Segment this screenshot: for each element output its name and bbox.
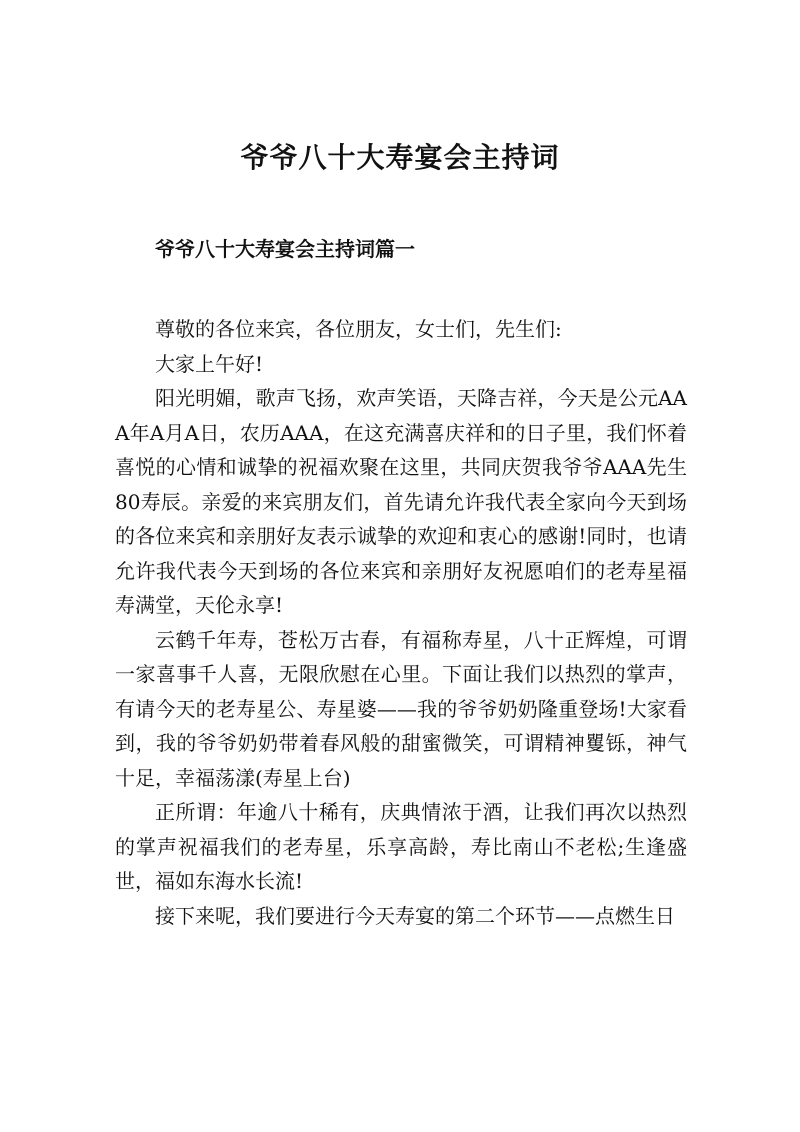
paragraph: 阳光明媚，歌声飞扬，欢声笑语，天降吉祥，今天是公元AAA年A月A日，农历AAA，在这充满喜庆祥和的日子里，我们怀着喜悦的心情和诚挚的祝福欢聚在这里，共同庆贺我爷爷AAA先生80寿辰。亲爱的来宾朋友们，首先请允许我代表全家向今天到场的各位来宾和亲朋好友表示诚挚的欢迎和衷心的感谢!同时，也请允许我代表今天到场的各位来宾和亲朋好友祝愿咱们的老寿星福寿满堂，天伦永享! (115, 386, 687, 617)
section-heading: 爷爷八十大寿宴会主持词篇一 (155, 237, 415, 261)
document-body (115, 312, 687, 933)
paragraph: 大家上午好! (155, 351, 264, 376)
paragraph: 云鹤千年寿，苍松万古春，有福称寿星，八十正辉煌，可谓一家喜事千人喜，无限欣慰在心里。下面让我们以热烈的掌声，有请今天的老寿星公、寿星婆——我的爷爷奶奶隆重登场!大家看到，我的爷爷奶奶带着春风般的甜蜜微笑，可谓精神矍铄，神气十足，幸福荡漾(寿星上台) (115, 627, 687, 790)
document-title: 爷爷八十大寿宴会主持词 (240, 141, 560, 174)
paragraph: 尊敬的各位来宾，各位朋友，女士们，先生们: (155, 317, 562, 341)
paragraph: 接下来呢，我们要进行今天寿宴的第二个环节——点燃生日 (155, 903, 675, 928)
paragraph: 正所谓：年逾八十稀有，庆典情浓于酒，让我们再次以热烈的掌声祝福我们的老寿星，乐享高龄，寿比南山不老松;生逢盛世，福如东海水长流! (115, 800, 687, 893)
